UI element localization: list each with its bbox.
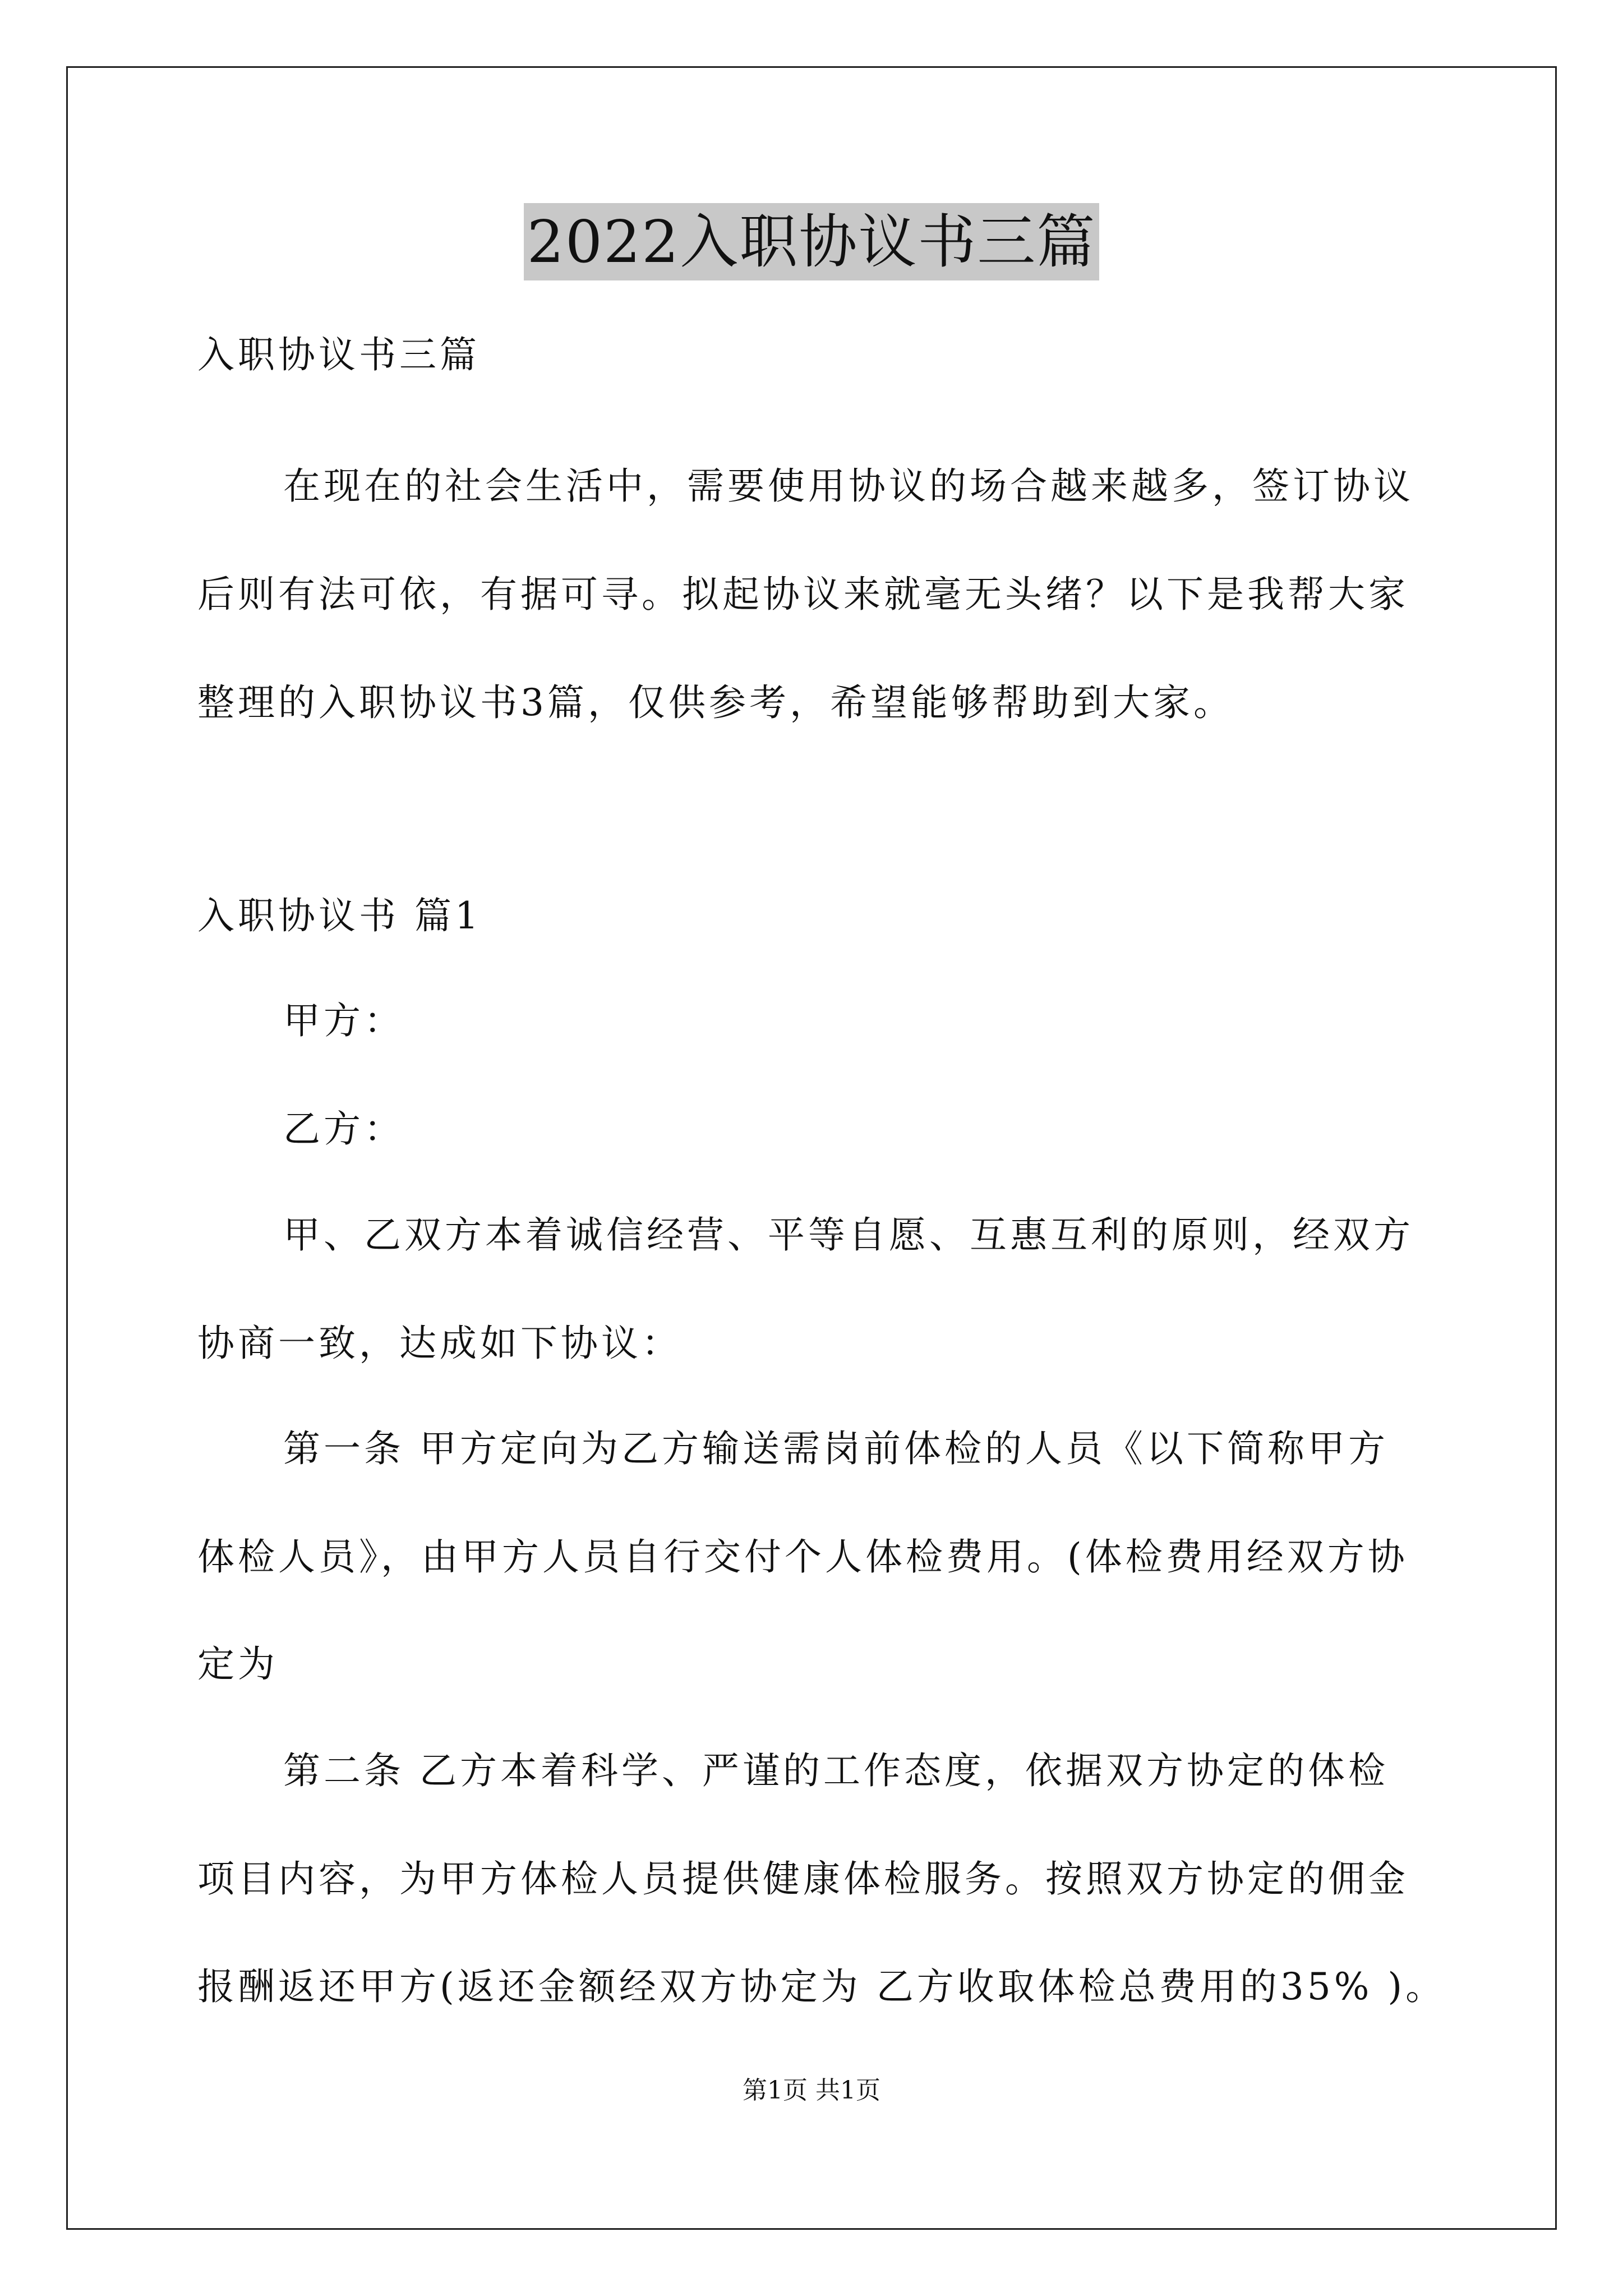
article-line: 项目内容，为甲方体检人员提供健康体检服务。按照双方协定的佣金 bbox=[197, 1857, 1409, 1901]
paragraph-line: 甲、乙双方本着诚信经营、平等自愿、互惠互利的原则，经双方 bbox=[283, 1213, 1414, 1257]
article-line: 报酬返还甲方(返还金额经双方协定为 乙方收取体检总费用的35% )。 bbox=[197, 1965, 1446, 2008]
section-heading: 入职协议书 篇1 bbox=[197, 894, 482, 937]
paragraph-line: 协商一致，达成如下协议： bbox=[197, 1322, 682, 1365]
article-line: 第一条 甲方定向为乙方输送需岗前体检的人员《以下简称甲方 bbox=[283, 1427, 1389, 1470]
paragraph-line: 后则有法可依，有据可寻。拟起协议来就毫无头绪？以下是我帮大家 bbox=[197, 573, 1409, 616]
party-a-label: 甲方： bbox=[283, 999, 404, 1042]
paragraph-line: 整理的入职协议书3篇，仅供参考，希望能够帮助到大家。 bbox=[197, 681, 1234, 724]
doc-subtitle: 入职协议书三篇 bbox=[197, 333, 480, 376]
page-footer: 第1页 共1页 bbox=[743, 2076, 880, 2105]
title-container bbox=[0, 203, 1623, 280]
article-line: 体检人员》，由甲方人员自行交付个人体检费用。(体检费用经双方协 bbox=[197, 1535, 1408, 1579]
party-b-label: 乙方： bbox=[283, 1107, 404, 1151]
document-title: 2022入职协议书三篇 bbox=[524, 203, 1100, 280]
article-line: 定为 bbox=[197, 1642, 278, 1686]
article-line: 第二条 乙方本着科学、严谨的工作态度，依据双方协定的体检 bbox=[283, 1749, 1389, 1792]
paragraph-line: 在现在的社会生活中，需要使用协议的场合越来越多，签订协议 bbox=[283, 464, 1414, 508]
